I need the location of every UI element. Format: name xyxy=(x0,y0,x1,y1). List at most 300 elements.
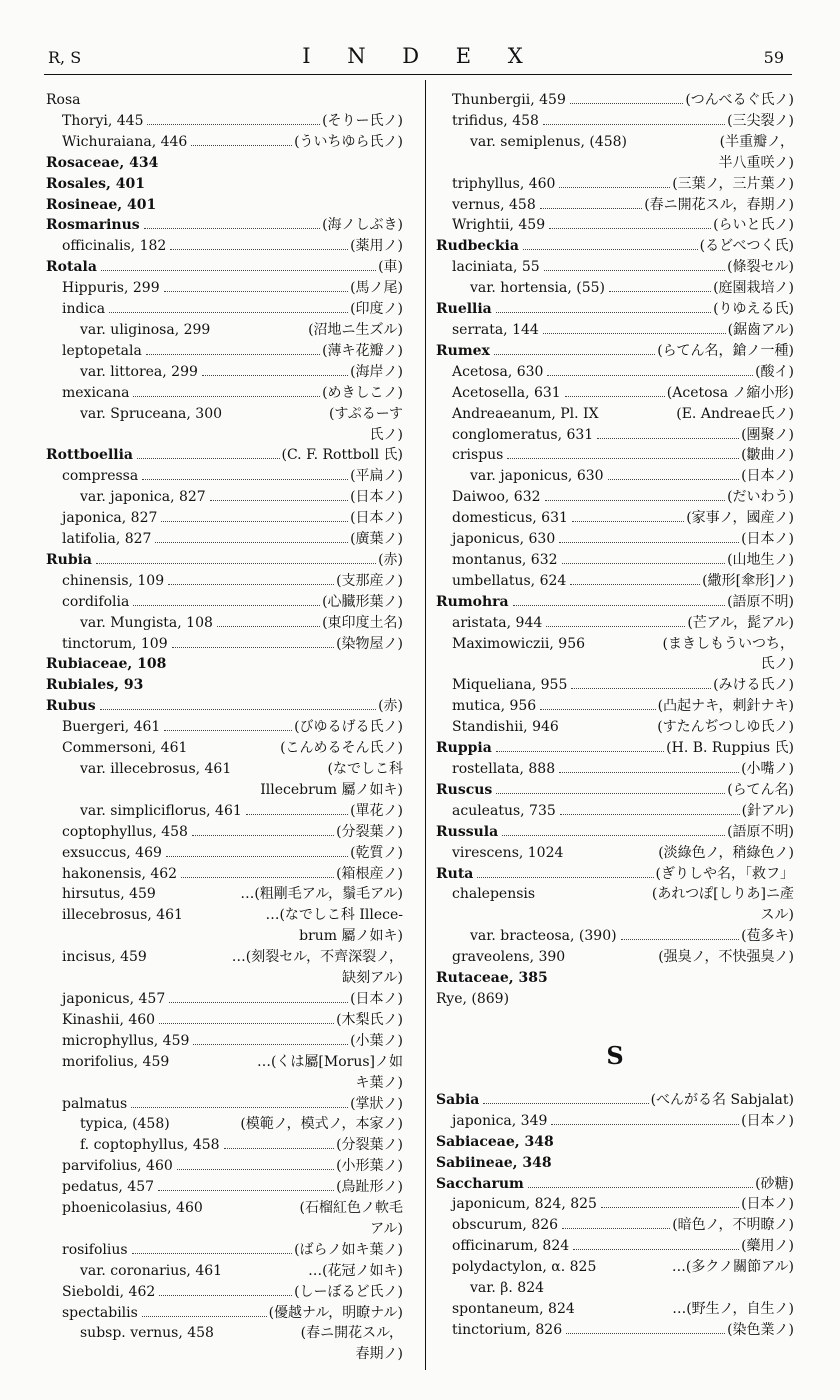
entry-meaning: (繖形[傘形]ノ) xyxy=(702,572,794,589)
entry-meaning: (車) xyxy=(378,259,403,276)
entry-name: montanus, 632 xyxy=(452,551,558,568)
dot-leader xyxy=(170,249,348,250)
index-entry xyxy=(436,1132,794,1153)
entry-name: spectabilis xyxy=(62,1304,138,1321)
entry-name: coptophyllus, 458 xyxy=(62,823,188,840)
entry-continuation: 氏ノ) xyxy=(369,426,403,443)
entry-meaning: (まきしもういつち， xyxy=(662,635,794,652)
entry-meaning: (ばらノ如キ葉ノ) xyxy=(294,1241,403,1258)
dot-leader xyxy=(496,793,725,794)
index-entry xyxy=(436,1090,794,1111)
index-entry xyxy=(46,1323,403,1344)
dot-leader xyxy=(131,1107,348,1108)
index-entry xyxy=(436,383,794,404)
dot-leader xyxy=(137,458,280,459)
entry-meaning: (單花ノ) xyxy=(350,802,403,819)
entry-name: trifidus, 458 xyxy=(452,112,539,129)
index-entry xyxy=(46,1052,403,1073)
entry-name: var. semiplenus, (458) xyxy=(470,133,628,150)
entry-meaning: (針アル) xyxy=(741,802,794,819)
index-entry xyxy=(46,278,403,299)
dot-leader xyxy=(543,124,725,125)
index-entry xyxy=(46,1010,403,1031)
entry-meaning: …(花冠ノ如キ) xyxy=(308,1262,403,1279)
dot-leader xyxy=(496,312,711,313)
entry-meaning: (めきしこノ) xyxy=(322,384,403,401)
index-entry xyxy=(46,132,403,153)
entry-meaning: (芒アル，髭アル) xyxy=(687,614,794,631)
index-entry xyxy=(436,362,794,383)
entry-name: var. Spruceana, 300 xyxy=(80,405,223,422)
entry-meaning: (あれつぽ[しりあ]ニ產 xyxy=(651,886,794,903)
index-entry xyxy=(436,634,794,655)
dot-leader xyxy=(181,877,334,878)
entry-name: Daiwoo, 632 xyxy=(452,489,541,506)
index-entry xyxy=(436,1320,794,1341)
dot-leader xyxy=(193,1044,348,1045)
index-entry xyxy=(436,592,794,613)
entry-name: Commersoni, 461 xyxy=(62,740,188,757)
index-entry xyxy=(436,257,794,278)
index-entry xyxy=(46,90,403,111)
index-entry xyxy=(436,529,794,550)
dot-leader xyxy=(100,709,376,710)
dot-leader xyxy=(168,584,334,585)
entry-meaning: (東印度土名) xyxy=(322,614,403,631)
index-entry xyxy=(46,1135,403,1156)
entry-name: Sabia xyxy=(436,1091,480,1108)
entry-name: Wrightii, 459 xyxy=(452,217,546,234)
entry-name: Rosaceae, 434 xyxy=(46,154,159,171)
dot-leader xyxy=(142,1316,267,1317)
index-entry xyxy=(436,1278,794,1299)
index-entry xyxy=(46,445,403,466)
index-entry xyxy=(46,654,403,675)
entry-name: conglomeratus, 631 xyxy=(452,426,594,443)
entry-name: Acetosella, 631 xyxy=(452,384,561,401)
index-entry xyxy=(436,341,794,362)
entry-name: compressa xyxy=(62,468,139,485)
index-entry xyxy=(46,801,403,822)
entry-name: Rosmarinus xyxy=(46,217,140,234)
entry-meaning: (ういちゆら氏ノ) xyxy=(294,133,403,150)
entry-meaning: (びゆるげる氏ノ) xyxy=(294,719,403,736)
entry-name: tinctorum, 109 xyxy=(62,635,168,652)
entry-name: Rubiales, 93 xyxy=(46,677,144,694)
entry-name: Rosa xyxy=(46,92,81,108)
index-entry xyxy=(46,1114,403,1135)
entry-name: domesticus, 631 xyxy=(452,510,568,527)
entry-meaning: (日本ノ) xyxy=(741,531,794,548)
index-entry xyxy=(436,843,794,864)
index-entry xyxy=(46,257,403,278)
entry-name: morifolius, 459 xyxy=(62,1053,170,1070)
entry-name: chinensis, 109 xyxy=(62,572,165,589)
entry-meaning: (H. B. Ruppius 氏) xyxy=(666,740,794,757)
index-entry xyxy=(46,1240,403,1261)
entry-meaning: (鋸齒アル) xyxy=(727,321,794,338)
index-entry xyxy=(46,884,403,905)
dot-leader xyxy=(544,270,725,271)
dot-leader xyxy=(559,187,670,188)
entry-name: Rumohra xyxy=(436,593,509,610)
dot-leader xyxy=(164,291,348,292)
entry-meaning: (ぎりしや名，「救フ」 xyxy=(655,865,794,882)
index-entry xyxy=(436,717,794,738)
dot-leader xyxy=(546,626,685,627)
entry-name: vernus, 458 xyxy=(452,196,536,213)
entry-name: spontaneum, 824 xyxy=(452,1300,575,1317)
dot-leader xyxy=(109,312,348,313)
dot-leader xyxy=(502,835,725,836)
dot-leader xyxy=(523,249,698,250)
dot-leader xyxy=(246,814,348,815)
index-entry xyxy=(46,1303,403,1324)
entry-name: japonicus, 457 xyxy=(62,990,166,1007)
entry-name: mutica, 956 xyxy=(452,698,537,715)
index-entry xyxy=(46,843,403,864)
index-entry xyxy=(46,320,403,341)
index-entry xyxy=(436,132,794,153)
entry-meaning: (Acetosa ノ縮小形) xyxy=(666,384,794,401)
index-entry xyxy=(436,299,794,320)
entry-name: Standishii, 946 xyxy=(452,719,559,736)
entry-name: Rye, (869) xyxy=(436,990,510,1007)
index-entry xyxy=(436,278,794,299)
entry-name: Rubus xyxy=(46,698,96,715)
entry-name: officinalis, 182 xyxy=(62,238,167,255)
entry-meaning: (薬用ノ) xyxy=(350,238,403,255)
dot-leader xyxy=(513,605,725,606)
entry-meaning: (三尖裂ノ) xyxy=(727,112,794,129)
index-entry xyxy=(436,884,794,905)
dot-leader xyxy=(158,1190,334,1191)
entry-meaning: (掌狀ノ) xyxy=(350,1095,403,1112)
entry-name: hirsutus, 459 xyxy=(62,886,156,903)
entry-meaning: (春ニ開花スル，春期ノ) xyxy=(644,196,794,213)
entry-meaning: (すぷるーす xyxy=(328,405,403,422)
entry-meaning: (廣葉ノ) xyxy=(350,531,403,548)
entry-name: var. illecebrosus, 461 xyxy=(80,761,232,777)
entry-name: Rubia xyxy=(46,551,92,568)
entry-meaning: (らてん名) xyxy=(727,781,794,798)
dot-leader xyxy=(608,479,740,480)
index-column-right xyxy=(436,90,794,1341)
entry-name: umbellatus, 624 xyxy=(452,572,567,589)
entry-meaning: (日本ノ) xyxy=(350,489,403,506)
entry-name: latifolia, 827 xyxy=(62,531,152,548)
entry-meaning: (語原不明) xyxy=(727,593,794,610)
entry-name: Ruscus xyxy=(436,781,493,798)
entry-name: leptopetala xyxy=(62,342,142,359)
entry-meaning: (日本ノ) xyxy=(741,1112,794,1129)
index-entry xyxy=(46,947,403,968)
entry-meaning: (染色業ノ) xyxy=(727,1321,794,1338)
index-entry xyxy=(436,320,794,341)
entry-meaning: (らいと氏ノ) xyxy=(713,217,794,234)
entry-name: subsp. vernus, 458 xyxy=(80,1325,214,1342)
index-entry xyxy=(46,383,403,404)
entry-meaning: (りゆえる氏) xyxy=(713,301,794,318)
entry-meaning: (薄キ花瓣ノ) xyxy=(322,342,403,359)
index-entry xyxy=(46,111,403,132)
entry-meaning: (木梨氏ノ) xyxy=(336,1011,403,1028)
index-entry xyxy=(436,236,794,257)
entry-name: serrata, 144 xyxy=(452,321,539,338)
index-entry xyxy=(46,487,403,508)
index-entry xyxy=(436,174,794,195)
index-entry xyxy=(436,404,794,425)
dot-leader xyxy=(192,835,334,836)
entry-continuation: 半八重咲ノ) xyxy=(718,154,794,171)
entry-meaning: (海岸ノ) xyxy=(350,363,403,380)
entry-name: var. littorea, 299 xyxy=(80,363,198,380)
entry-meaning: …(刻裂セル，不齊深裂ノ， xyxy=(231,949,403,966)
entry-name: Rubiaceae, 108 xyxy=(46,656,167,673)
entry-meaning: (E. Andreae氏ノ) xyxy=(676,405,794,422)
dot-leader xyxy=(572,521,684,522)
dot-leader xyxy=(191,145,292,146)
entry-meaning: (つんべるぐ氏ノ) xyxy=(685,92,794,108)
header-letters: R, S xyxy=(48,48,82,67)
index-entry xyxy=(436,989,794,1010)
entry-name: Maximowiczii, 956 xyxy=(452,635,586,652)
entry-name: f. coptophyllus, 458 xyxy=(80,1137,220,1154)
entry-name: obscurum, 826 xyxy=(452,1217,559,1234)
entry-name: rosifolius xyxy=(62,1241,128,1258)
entry-meaning: (分裂葉ノ) xyxy=(336,823,403,840)
entry-continuation: キ葉ノ) xyxy=(355,1074,403,1091)
index-entry xyxy=(46,362,403,383)
index-entry xyxy=(436,1174,794,1195)
entry-name: chalepensis xyxy=(452,886,536,903)
index-entry xyxy=(46,738,403,759)
entry-name: laciniata, 55 xyxy=(452,259,540,276)
entry-meaning: (心臓形葉ノ) xyxy=(322,593,403,610)
entry-continuation: スル) xyxy=(760,907,794,924)
entry-name: typica, (458) xyxy=(80,1116,170,1133)
index-entry xyxy=(46,759,403,780)
dot-leader xyxy=(547,375,753,376)
dot-leader xyxy=(146,354,320,355)
entry-meaning: (そりー氏ノ) xyxy=(322,112,403,129)
index-entry xyxy=(46,675,403,696)
entry-meaning: (なでしこ科 xyxy=(327,761,403,777)
entry-meaning: (半重瓣ノ， xyxy=(719,133,794,150)
entry-meaning: (團聚ノ) xyxy=(741,426,794,443)
entry-name: var. japonica, 827 xyxy=(80,489,206,506)
entry-name: var. hortensia, (55) xyxy=(470,280,606,297)
entry-name: polydactylon, α. 825 xyxy=(452,1259,597,1276)
dot-leader xyxy=(543,333,726,334)
entry-name: japonicum, 824, 825 xyxy=(452,1196,597,1213)
index-entry xyxy=(46,341,403,362)
dot-leader xyxy=(133,396,320,397)
entry-meaning: (凸起ナキ，刺針ナキ) xyxy=(657,698,794,715)
entry-meaning: (苞多キ) xyxy=(741,928,794,945)
entry-name: tinctorium, 826 xyxy=(452,1321,563,1338)
entry-meaning: (支那産ノ) xyxy=(336,572,403,589)
dot-leader xyxy=(147,124,320,125)
dot-leader xyxy=(172,647,334,648)
entry-name: japonica, 349 xyxy=(452,1112,548,1129)
entry-meaning: (家事ノ，國産ノ) xyxy=(686,510,794,527)
index-entry xyxy=(436,1236,794,1257)
dot-leader xyxy=(144,228,320,229)
index-entry xyxy=(46,236,403,257)
entry-meaning: (石榴紅色ノ軟毛 xyxy=(299,1200,403,1217)
entry-meaning: (箱根産ノ) xyxy=(336,865,403,882)
dot-leader xyxy=(560,814,740,815)
index-entry xyxy=(436,550,794,571)
entry-meaning: (鳥趾形ノ) xyxy=(336,1179,403,1196)
index-entry xyxy=(436,425,794,446)
entry-name: Ruppia xyxy=(436,740,492,757)
index-entry xyxy=(46,1156,403,1177)
entry-meaning: (べんがる名 Sabjalat) xyxy=(650,1091,794,1108)
entry-name: officinarum, 824 xyxy=(452,1238,570,1255)
entry-name: Sabiineae, 348 xyxy=(436,1154,552,1171)
index-entry xyxy=(436,759,794,780)
entry-name: Thoryi, 445 xyxy=(62,112,144,129)
index-entry xyxy=(436,571,794,592)
entry-meaning: (だいわう) xyxy=(727,489,794,506)
entry-continuation: Illecebrum 屬ノ如キ) xyxy=(260,781,403,798)
dot-leader xyxy=(545,500,726,501)
entry-meaning: (語原不明) xyxy=(727,823,794,840)
entry-name: var. uliginosa, 299 xyxy=(80,321,211,338)
index-entry xyxy=(46,1282,403,1303)
header-rule xyxy=(44,74,792,75)
index-entry xyxy=(436,1215,794,1236)
dot-leader xyxy=(559,542,739,543)
entry-meaning: (山地生ノ) xyxy=(727,551,794,568)
entry-continuation: 缺刻アル) xyxy=(342,970,403,987)
entry-meaning: (らてん名，鎗ノ一種) xyxy=(657,342,794,359)
index-entry xyxy=(436,1194,794,1215)
entry-name: Acetosa, 630 xyxy=(452,363,544,380)
entry-meaning: …(なでしこ科 Illece- xyxy=(265,907,403,924)
dot-leader xyxy=(132,1253,293,1254)
dot-leader xyxy=(540,208,642,209)
index-entry xyxy=(46,1261,403,1282)
entry-meaning: (優越ナル，明瞭ナル) xyxy=(268,1304,403,1321)
dot-leader xyxy=(494,354,655,355)
entry-name: Rosineae, 401 xyxy=(46,196,157,213)
entry-name: phoenicolasius, 460 xyxy=(62,1200,203,1217)
entry-meaning: (しーぼるど氏ノ) xyxy=(294,1283,403,1300)
entry-name: graveolens, 390 xyxy=(452,949,566,966)
entry-name: crispus xyxy=(452,447,504,464)
dot-leader xyxy=(166,856,348,857)
column-divider xyxy=(425,80,426,1370)
dot-leader xyxy=(133,605,320,606)
entry-continuation: アル) xyxy=(370,1220,403,1237)
index-entry xyxy=(436,968,794,989)
index-entry xyxy=(46,613,403,634)
dot-leader xyxy=(549,228,711,229)
dot-leader xyxy=(210,500,348,501)
entry-meaning: (皺曲ノ) xyxy=(741,447,794,464)
index-entry xyxy=(436,90,794,111)
entry-meaning: (日本ノ) xyxy=(350,990,403,1007)
index-entry xyxy=(436,947,794,968)
entry-meaning: …(野生ノ，自生ノ) xyxy=(672,1300,794,1317)
entry-name: hakonensis, 462 xyxy=(62,865,178,882)
entry-meaning: (三葉ノ，三片葉ノ) xyxy=(672,175,794,192)
index-entry xyxy=(436,613,794,634)
dot-leader xyxy=(477,877,653,878)
index-entry xyxy=(46,174,403,195)
entry-name: Hippuris, 299 xyxy=(62,280,160,297)
entry-meaning: (日本ノ) xyxy=(350,510,403,527)
entry-meaning: (海ノしぶき) xyxy=(322,217,403,234)
index-entry xyxy=(436,215,794,236)
index-entry xyxy=(46,696,403,717)
entry-name: mexicana xyxy=(62,384,130,401)
dot-leader xyxy=(570,584,700,585)
entry-name: Andreaeanum, Pl. IX xyxy=(452,405,599,422)
entry-name: exsuccus, 469 xyxy=(62,844,162,861)
entry-meaning: (模範ノ，模式ノ，本家ノ) xyxy=(240,1116,403,1133)
entry-name: cordifolia xyxy=(62,593,130,610)
entry-meaning: (春ニ開花スル， xyxy=(300,1325,403,1342)
entry-name: Sieboldi, 462 xyxy=(62,1283,156,1300)
index-entry xyxy=(46,508,403,529)
dot-leader xyxy=(159,1023,334,1024)
dot-leader xyxy=(507,458,739,459)
entry-name: Rotala xyxy=(46,259,97,276)
index-entry xyxy=(436,801,794,822)
index-entry xyxy=(46,634,403,655)
entry-name: Ruellia xyxy=(436,301,492,318)
entry-meaning: (赤) xyxy=(378,698,403,715)
dot-leader xyxy=(528,1187,753,1188)
dot-leader xyxy=(562,1228,670,1229)
entry-name: Rottboellia xyxy=(46,447,133,464)
dot-leader xyxy=(96,563,376,564)
dot-leader xyxy=(161,521,348,522)
index-entry xyxy=(436,1153,794,1174)
dot-leader xyxy=(540,709,655,710)
index-entry xyxy=(436,445,794,466)
entry-meaning: (みける氏ノ) xyxy=(713,677,794,694)
entry-meaning: (條裂セル) xyxy=(727,259,794,276)
dot-leader xyxy=(159,1295,292,1296)
section-heading: S xyxy=(606,1040,624,1070)
entry-meaning: (强臭ノ，不快强臭ノ) xyxy=(658,949,794,966)
dot-leader xyxy=(101,270,376,271)
entry-meaning: (馬ノ尾) xyxy=(350,280,403,297)
index-entry xyxy=(46,550,403,571)
entry-meaning: (染物屋ノ) xyxy=(336,635,403,652)
dot-leader xyxy=(570,103,683,104)
entry-meaning: …(くは屬[Morus]ノ如 xyxy=(256,1053,403,1070)
entry-meaning: …(多クノ關節アル) xyxy=(671,1259,794,1276)
entry-name: rostellata, 888 xyxy=(452,761,556,777)
entry-meaning: (C. F. Rottboll 氏) xyxy=(281,447,403,464)
index-entry xyxy=(46,215,403,236)
index-entry xyxy=(46,1094,403,1115)
index-entry xyxy=(436,675,794,696)
dot-leader xyxy=(142,479,348,480)
entry-name: Russula xyxy=(436,823,499,840)
entry-name: var. bracteosa, (390) xyxy=(470,928,617,945)
dot-leader xyxy=(202,375,348,376)
entry-meaning: (沼地ニ生ズル) xyxy=(308,321,403,338)
index-entry xyxy=(46,153,403,174)
index-entry xyxy=(46,1177,403,1198)
